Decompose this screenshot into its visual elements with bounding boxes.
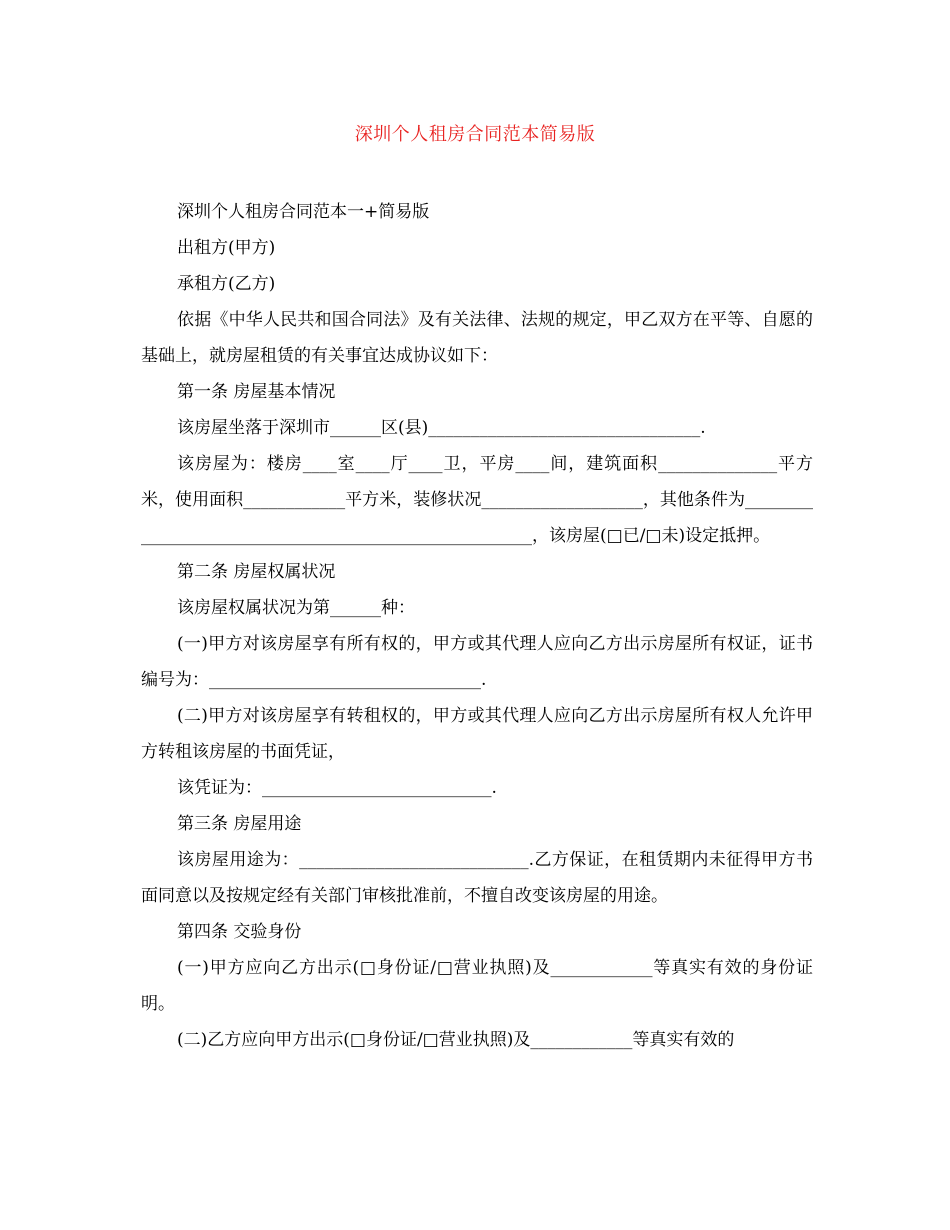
article-2-heading: 第二条 房屋权属状况 [177,562,336,582]
article-4-clause-2: (二)乙方应向甲方出示(□身份证/□营业执照)及____________等真实有效的 [177,1030,735,1050]
article-3-usage: 该房屋用途为：___________________________.乙方保证，在租赁期内未征得甲方书面同意以及按规定经有关部门审核批准前，不擅自改变该房屋的用途。 [141,850,813,906]
article-2-status: 该房屋权属状况为第______种： [177,598,415,618]
paragraph-preamble: 依据《中华人民共和国合同法》及有关法律、法规的规定，甲乙双方在平等、自愿的基础上，就房屋租赁的有关事宜达成协议如下： [141,310,813,366]
article-1-location: 该房屋坐落于深圳市______区(县)________________________________. [177,418,706,438]
article-2-clause-2: (二)甲方对该房屋享有转租权的，甲方或其代理人应向乙方出示房屋所有权人允许甲方转租该房屋的书面凭证， [141,706,813,762]
paragraph-lessee: 承租方(乙方) [177,274,276,294]
article-1-details: 该房屋为：楼房____室____厅____卫，平房____间，建筑面积______________平方米，使用面积____________平方米，装修状况___________________，其他条件为______________________________________________________，该房屋(□已/□未)设定抵押。 [141,454,813,546]
article-3-heading: 第三条 房屋用途 [177,814,302,834]
article-2-clause-1: (一)甲方对该房屋享有所有权的，甲方或其代理人应向乙方出示房屋所有权证，证书编号为：________________________________. [141,634,813,690]
paragraph-lessor: 出租方(甲方) [177,238,276,258]
paragraph-subtitle: 深圳个人租房合同范本一+简易版 [177,202,430,222]
article-1-heading: 第一条 房屋基本情况 [177,382,336,402]
document-title: 深圳个人租房合同范本简易版 [354,124,596,145]
article-2-certificate: 该凭证为：___________________________. [177,778,497,798]
article-4-heading: 第四条 交验身份 [177,922,302,942]
document-body [141,194,813,1058]
article-4-clause-1: (一)甲方应向乙方出示(□身份证/□营业执照)及____________等真实有效的身份证明。 [141,958,813,1014]
